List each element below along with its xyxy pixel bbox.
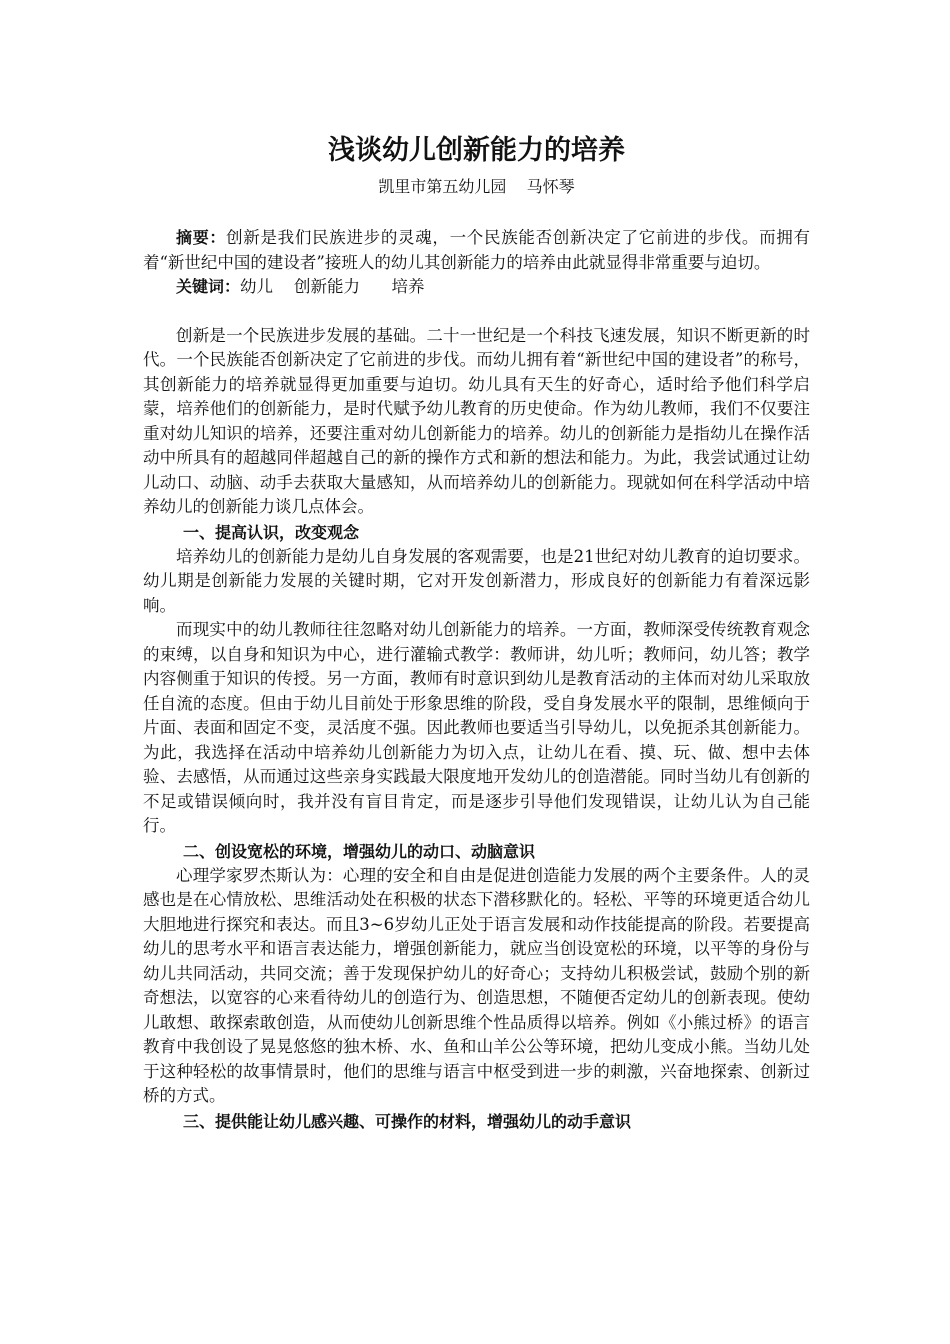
section1-paragraph-1: 培养幼儿的创新能力是幼儿自身发展的客观需要，也是21世纪对幼儿教育的迫切要求。幼儿期是创新能力发展的关键时期，它对开发创新潜力，形成良好的创新能力有着深远影响。 xyxy=(143,546,810,615)
keywords-label: 关键词： xyxy=(176,277,241,296)
section-heading-2: 二、创设宽松的环境，增强幼儿的动口、动脑意识 xyxy=(183,841,536,861)
section-heading-1: 一、提高认识，改变观念 xyxy=(183,522,360,542)
document-body xyxy=(143,130,810,1134)
paragraph-spacer xyxy=(143,300,810,324)
intro-paragraph: 创新是一个民族进步发展的基础。二十一世纪是一个科技飞速发展，知识不断更新的时代。一个民族能否创新决定了它前进的步伐。而幼儿拥有着“新世纪中国的建设者”的称号，其创新能力的培养就显得更加重要与迫切。幼儿具有天生的好奇心，适时给予他们科学启蒙，培养他们的创新能力，是时代赋予幼儿教育的历史使命。作为幼儿教师，我们不仅要注重对幼儿知识的培养，还要注重对幼儿创新能力的培养。幼儿的创新能力是指幼儿在操作活动中所具有的超越同伴超越自己的新的操作方式和新的想法和能力。为此，我尝试通过让幼儿动口、动脑、动手去获取大量感知，从而培养幼儿的创新能力。现就如何在科学活动中培养幼儿的创新能力谈几点体会。 xyxy=(143,325,810,516)
author-line: 凯里市第五幼儿园 马怀琴 xyxy=(378,177,575,196)
document-title: 浅谈幼儿创新能力的培养 xyxy=(328,135,625,166)
keywords-paragraph xyxy=(143,275,810,300)
abstract-paragraph xyxy=(143,226,810,275)
section-heading-3: 三、提供能让幼儿感兴趣、可操作的材料，增强幼儿的动手意识 xyxy=(183,1111,632,1131)
abstract-text: 创新是我们民族进步的灵魂，一个民族能否创新决定了它前进的步伐。而拥有着“新世纪中国的建设者”接班人的幼儿其创新能力的培养由此就显得非常重要与迫切。 xyxy=(143,228,810,272)
abstract-label: 摘要： xyxy=(176,228,227,247)
section2-paragraph-1: 心理学家罗杰斯认为：心理的安全和自由是促进创造能力发展的两个主要条件。人的灵感也是在心情放松、思维活动处在积极的状态下潜移默化的。轻松、平等的环境更适合幼儿大胆地进行探究和表达。而且3~6岁幼儿正处于语言发展和动作技能提高的阶段。若要提高幼儿的思考水平和语言表达能力，增强创新能力，就应当创设宽松的环境，以平等的身份与幼儿共同活动，共同交流；善于发现保护幼儿的好奇心；支持幼儿积极尝试，鼓励个别的新奇想法，以宽容的心来看待幼儿的创造行为、创造思想，不随便否定幼儿的创新表现。使幼儿敢想、敢探索敢创造，从而使幼儿创新思维个性品质得以培养。例如《小熊过桥》的语言教育中我创设了晃晃悠悠的独木桥、水、鱼和山羊公公等环境，把幼儿变成小熊。当幼儿处于这种轻松的故事情景时，他们的思维与语言中枢受到进一步的刺激，兴奋地探索、创新过桥的方式。 xyxy=(143,865,810,1105)
keywords-text: 幼儿 创新能力 培养 xyxy=(240,277,425,296)
section1-paragraph-2: 而现实中的幼儿教师往往忽略对幼儿创新能力的培养。一方面，教师深受传统教育观念的束缚，以自身和知识为中心，进行灌输式教学：教师讲，幼儿听；教师问，幼儿答；教学内容侧重于知识的传授。另一方面，教师有时意识到幼儿是教育活动的主体而对幼儿采取放任自流的态度。但由于幼儿目前处于形象思维的阶段，受自身发展水平的限制，思维倾向于片面、表面和固定不变，灵活度不强。因此教师也要适当引导幼儿，以免扼杀其创新能力。为此，我选择在活动中培养幼儿创新能力为切入点，让幼儿在看、摸、玩、做、想中去体验、去感悟，从而通过这些亲身实践最大限度地开发幼儿的创造潜能。同时当幼儿有创新的不足或错误倾向时，我并没有盲目肯定，而是逐步引导他们发现错误，让幼儿认为自己能行。 xyxy=(143,620,810,835)
